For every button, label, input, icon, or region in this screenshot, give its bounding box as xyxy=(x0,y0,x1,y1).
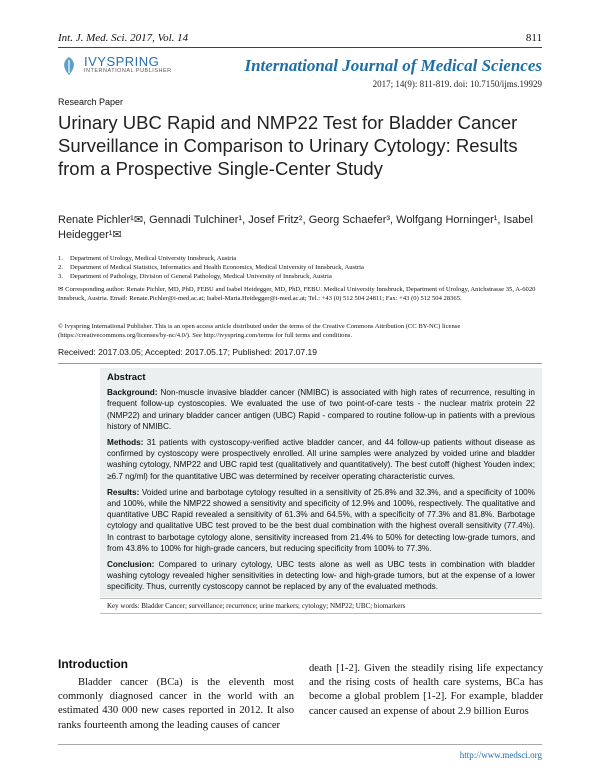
affiliations xyxy=(58,254,542,281)
abstract-conclusion: Conclusion: Compared to urinary cytology, UBC tests alone as well as UBC tests in combination with bladder washing cytology revealed higher sensitivities in detecting low- and high-grade tumors, but at the expense of a lower specificity. Thus, currently cystoscopy cannot be replaced by any of the evaluated methods. xyxy=(107,560,535,592)
abstract-box xyxy=(100,368,542,597)
keywords: Key words: Bladder Cancer; surveillance; recurrence; urine markers; cytology; NMP22; UBC; biomarkers xyxy=(100,598,542,614)
corresponding-author: ✉ Corresponding author: Renate Pichler, MD, PhD, FEBU and Isabel Heidegger, MD, PhD, FEBU. Medical University Innsbruck, Department of Urology, Anichstrasse 35, A-6020 Innsbruck, Austria. Email: Renate.Pichler@i-med.ac.at; Isabel-Maria.Heidegger@i-med.ac.at; Tel.: +43 (0) 512 504 24811; Fax: +43 (0) 512 504 28365. xyxy=(58,286,536,302)
abstract-results: Results: Voided urine and barbotage cytology resulted in a sensitivity of 25.8% and 32.3%, and a specificity of 100% and 100%, while the NMP22 showed a sensitivity and specificity of 12.9% and 100%, respectively. The qualitative and quantitative UBC Rapid revealed a sensitivity of 61.3% and 64.5%, with a specificity of 77.3% and 81.8%. Barbotage cytology and qualitative UBC test proved to be the best dual combination with the highest overall sensitivity (77.4%). In contrast to barbotage cytology alone, sensitivity increased from 21.4% to 50% for detecting low-grade tumors, and from 43.8% to 100% for high-grade cancers, but reducing specificity from 100% to 77.3%. xyxy=(107,487,535,553)
page-number: 811 xyxy=(525,32,542,44)
journal-name: International Journal of Medical Sciences xyxy=(244,56,542,75)
article-title: Urinary UBC Rapid and NMP22 Test for Bladder Cancer Surveillance in Comparison to Urinary Cytology: Results from a Prospective Single-Center Study xyxy=(58,112,518,179)
logo-subtitle: INTERNATIONAL PUBLISHER xyxy=(84,68,172,74)
header-rule xyxy=(58,47,542,48)
affiliation-item: 1. Department of Urology, Medical University Innsbruck, Austria xyxy=(58,255,237,262)
article-type: Research Paper xyxy=(58,97,124,107)
license-statement: © Ivyspring International Publisher. This is an open access article distributed under the terms of the Creative Commons Attribution (CC BY-NC) license (https://creativecommons.org/licenses/by-nc/4.0/). See http://ivyspring.com/terms for full terms and conditions. xyxy=(58,323,461,339)
abstract-background: Background: Non-muscle invasive bladder cancer (NMIBC) is associated with high rates of recurrence, resulting in frequent follow-up cystoscopies. We evaluated the use of two point-of-care tests - the nuclear matrix protein 22 (NMP22) and urinary bladder cancer antigen (UBC) Rapid - compared to routine follow-up in patients with a previous history of NMIBC. xyxy=(107,388,535,431)
citation-doi: 2017; 14(9): 811-819. doi: 10.7150/ijms.19929 xyxy=(372,79,542,89)
intro-right-column: death [1-2]. Given the steadily rising life expectancy and the rising costs of health care systems, BCa has become a global problem [1-2]. For example, bladder cancer caused an expense of about 2.9 billion Euros xyxy=(309,663,543,717)
abstract-heading: Abstract xyxy=(107,372,146,383)
section-divider xyxy=(58,363,542,364)
affiliation-item: 2. Department of Medical Statistics, Informatics and Health Economics, Medical University of Innsbruck, Austria xyxy=(58,264,364,271)
article-dates: Received: 2017.03.05; Accepted: 2017.05.17; Published: 2017.07.19 xyxy=(58,347,317,357)
introduction-heading: Introduction xyxy=(58,657,128,671)
affiliation-item: 3. Department of Pathology, Division of General Pathology, Medical University of Innsbruck, Austria xyxy=(58,273,332,280)
ivy-leaf-icon xyxy=(58,55,80,77)
journal-url-link[interactable]: http://www.medsci.org xyxy=(459,750,542,760)
publisher-logo xyxy=(58,54,178,78)
journal-reference: Int. J. Med. Sci. 2017, Vol. 14 xyxy=(58,32,189,44)
footer-rule xyxy=(58,744,542,745)
intro-left-column: Bladder cancer (BCa) is the eleventh most commonly diagnosed cancer in the world with an estimated 430 000 new cases reported in 2012. It also ranks fourteenth among the leading causes of cancer xyxy=(58,677,294,731)
abstract-methods: Methods: 31 patients with cystoscopy-verified active bladder cancer, and 44 follow-up patients without disease as confirmed by cystoscopy were prospectively enrolled. All urine samples were analyzed by voided urine and bladder washing cytology, NMP22 and UBC rapid test (qualitatively and quantitatively). The best cutoff (highest Youden index; ≥6.7 ng/ml) for the quantitative UBC was determined by receiver operating characteristic curves. xyxy=(107,438,535,481)
author-list: Renate Pichler¹✉, Gennadi Tulchiner¹, Josef Fritz², Georg Schaefer³, Wolfgang Horninger¹, Isabel Heidegger¹✉ xyxy=(58,214,533,241)
logo-name: IVYSPRING xyxy=(84,54,160,69)
